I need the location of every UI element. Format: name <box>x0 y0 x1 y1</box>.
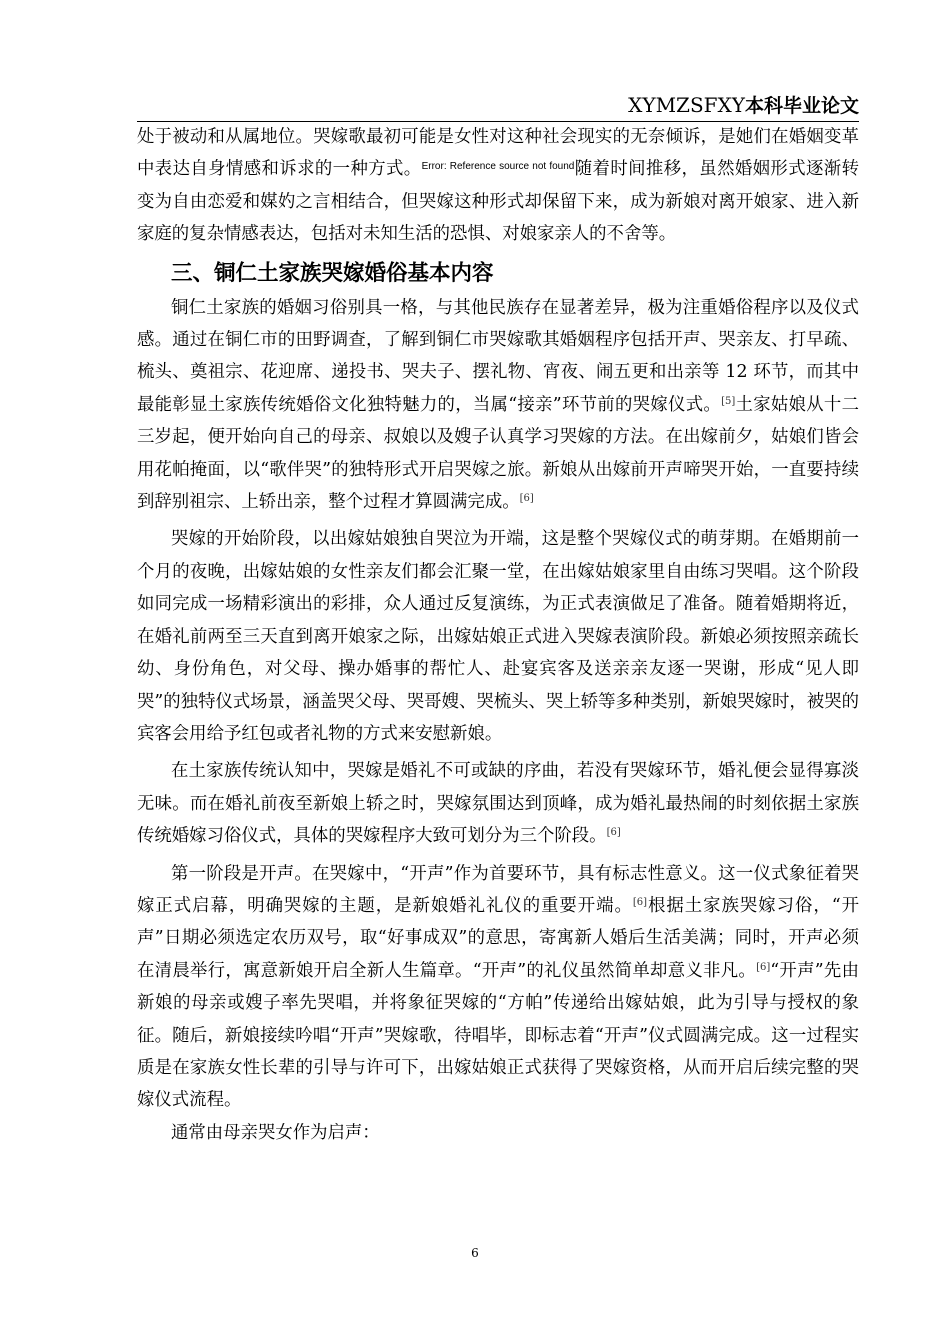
running-header <box>137 90 859 120</box>
paragraph-2: 铜仁土家族的婚姻习俗别具一格，与其他民族存在显著差异，极为注重婚俗程序以及仪式感。通过在铜仁市的田野调查，了解到铜仁市哭嫁歌其婚姻程序包括开声、哭亲友、打早疏、梳头、奠祖宗、花迎席、递投书、哭夫子、摆礼物、宵夜、闹五更和出亲等 12 环节，而其中最能彰显土家族传统婚俗文化独特魅力的，当属“接亲”环节前的哭嫁仪式。[5]土家姑娘从十二三岁起，便开始向自己的母亲、叔娘以及嫂子认真学习哭嫁的方法。在出嫁前夕，姑娘们皆会用花帕掩面，以“歌伴哭”的独特形式开启哭嫁之旅。新娘从出嫁前开声啼哭开始，一直要持续到辞别祖宗、上轿出亲，整个过程才算圆满完成。[6] <box>137 297 859 513</box>
citation-ref: [5] <box>721 395 736 407</box>
header-prefix: XYMZSFXY <box>628 93 745 117</box>
citation-ref: [6] <box>519 493 534 505</box>
section-heading: 三、铜仁土家族哭嫁婚俗基本内容 <box>171 260 494 286</box>
paragraph-5: 第一阶段是开声。在哭嫁中，“开声”作为首要环节，具有标志性意义。这一仪式象征着哭嫁正式启幕，明确哭嫁的主题，是新娘婚礼礼仪的重要开端。[6]根据土家族哭嫁习俗，“开声”日期必须选定农历双号，取“好事成双”的意思，寄寓新人婚后生活美满；同时，开声必须在清晨举行，寓意新娘开启全新人生篇章。“开声”的礼仪虽然简单却意义非凡。[6]“开声”先由新娘的母亲或嫂子率先哭唱，并将象征哭嫁的“方帕”传递给出嫁姑娘，此为引导与授权的象征。随后，新娘接续吟唱“开声”哭嫁歌，待唱毕，即标志着“开声”仪式圆满完成。这一过程实质是在家族女性长辈的引导与许可下，出嫁姑娘正式获得了哭嫁资格，从而开启后续完整的哭嫁仪式流程。 <box>137 863 859 1111</box>
paragraph-6: 通常由母亲哭女作为启声： <box>171 1122 380 1143</box>
citation-ref: [6] <box>606 827 621 839</box>
reference-error-note: Error: Reference source not found <box>421 161 575 173</box>
header-title: 本科毕业论文 <box>744 95 859 117</box>
paragraph-3: 哭嫁的开始阶段，以出嫁姑娘独自哭泣为开端，这是整个哭嫁仪式的萌芽期。在婚期前一个月的夜晚，出嫁姑娘的女性亲友们都会汇聚一堂，在出嫁姑娘家里自由练习哭唱。这个阶段如同完成一场精彩演出的彩排，众人通过反复演练，为正式表演做足了准备。随着婚期将近，在婚礼前两至三天直到离开娘家之际，出嫁姑娘正式进入哭嫁表演阶段。新娘必须按照亲疏长幼、身份角色，对父母、操办婚事的帮忙人、赴宴宾客及送亲亲友逐一哭谢，形成“见人即哭”的独特仪式场景，涵盖哭父母、哭哥嫂、哭梳头、哭上轿等多种类别，新娘哭嫁时，被哭的宾客会用给予红包或者礼物的方式来安慰新娘。 <box>137 529 859 744</box>
citation-ref: [6] <box>756 961 771 973</box>
paragraph-1: 处于被动和从属地位。哭嫁歌最初可能是女性对这种社会现实的无奈倾诉，是她们在婚姻变革中表达自身情感和诉求的一种方式。$^{Error: Reference source not found}$随着时间推移，虽然婚姻形式逐渐转变为自由恋爱和媒妁之言相结合，但哭嫁这种形式却保留下来，成为新娘对离开娘家、进入新家庭的复杂情感表达，包括对未知生活的恐惧、对娘家亲人的不舍等。 <box>137 127 859 245</box>
page-number: 6 <box>471 1246 479 1260</box>
paragraph-4: 在土家族传统认知中，哭嫁是婚礼不可或缺的序曲，若没有哭嫁环节，婚礼便会显得寡淡无味。而在婚礼前夜至新娘上轿之时，哭嫁氛围达到顶峰，成为婚礼最热闹的时刻依据土家族传统婚嫁习俗仪式，具体的哭嫁程序大致可划分为三个阶段。[6] <box>137 761 859 847</box>
body-text <box>137 121 859 1149</box>
citation-ref: [6] <box>632 896 648 908</box>
